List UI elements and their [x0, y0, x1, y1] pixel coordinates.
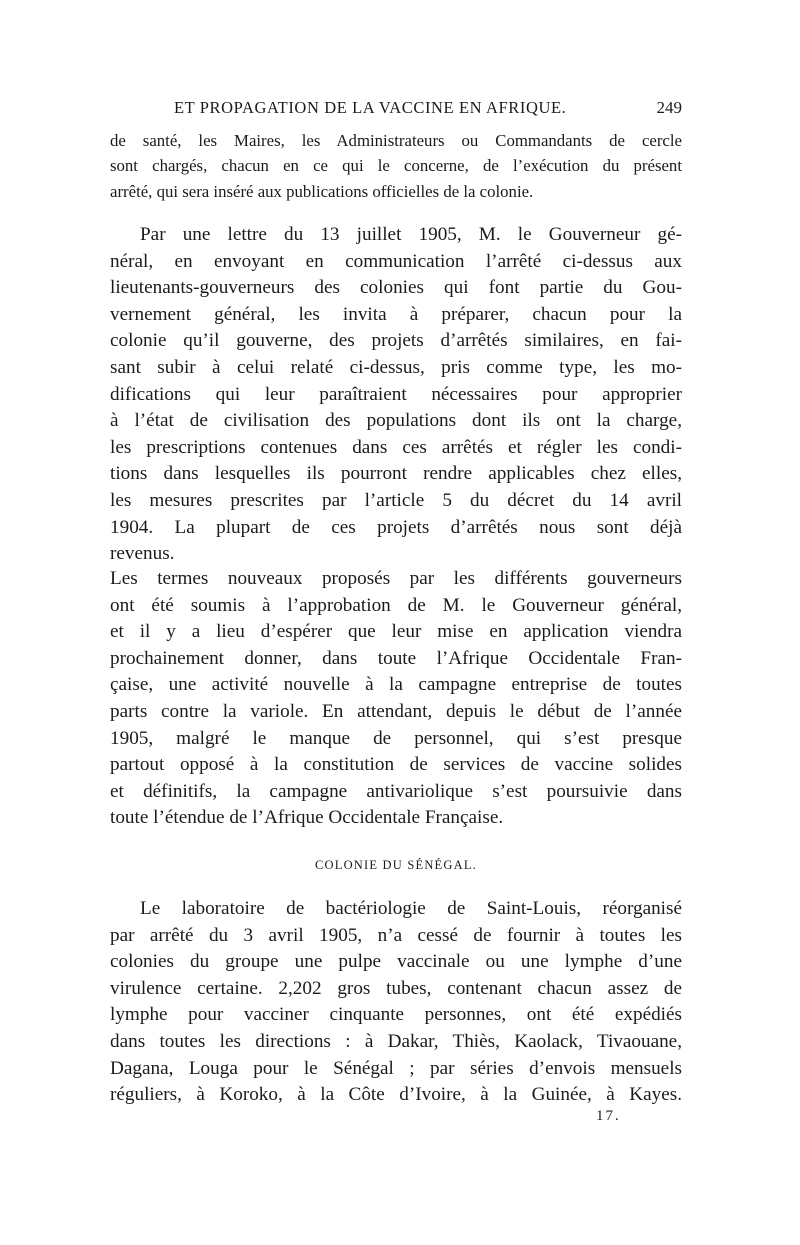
text-line: prochainement donner, dans toute l’Afrique Occidentale Fran- [110, 647, 682, 669]
text-line: dans toutes les directions : à Dakar, Thiès, Kaolack, Tivaouane, [110, 1030, 682, 1052]
text-line: vernement général, les invita à préparer, chacun pour la [110, 303, 682, 325]
text-line: lymphe pour vacciner cinquante personnes, ont été expédiés [110, 1004, 682, 1026]
text-line: virulence certaine. 2,202 gros tubes, contenant chacun assez de [110, 977, 682, 999]
text-line: arrêté, qui sera inséré aux publications officielles de la colonie. [110, 181, 534, 201]
text-line: Les termes nouveaux proposés par les différents gouverneurs [110, 568, 682, 589]
section-heading: COLONIE DU SÉNÉGAL. [314, 858, 478, 872]
text-line: sont chargés, chacun en ce qui le concerne, de l’exécution du présent [110, 156, 682, 176]
text-line: difications qui leur paraîtraient nécessaires pour approprier [110, 383, 682, 405]
text-line: revenus. [110, 543, 175, 565]
text-line: çaise, une activité nouvelle à la campagne entreprise de toutes [110, 674, 682, 696]
text-line: ont été soumis à l’approbation de M. le Gouverneur général, [110, 594, 682, 616]
text-line: colonie qu’il gouverne, des projets d’arrêtés similaires, en fai- [110, 330, 682, 352]
paragraph-new-terms [110, 566, 682, 832]
running-header [110, 98, 682, 122]
text-line: de santé, les Maires, les Administrateurs ou Commandants de cercle [110, 131, 682, 150]
text-line: lieutenants-gouverneurs des colonies qui font partie du Gou- [110, 277, 682, 299]
text-line: tions dans lesquelles ils pourront rendre applicables chez elles, [110, 463, 682, 485]
text-line: les mesures prescrites par l’article 5 du décret du 14 avril [110, 489, 682, 511]
text-line: toute l’étendue de l’Afrique Occidentale Française. [110, 807, 504, 829]
text-line: par arrêté du 3 avril 1905, n’a cessé de fournir à toutes les [110, 924, 682, 946]
text-line: Dagana, Louga pour le Sénégal ; par séries d’envois mensuels [110, 1057, 682, 1079]
running-title: ET PROPAGATION DE LA VACCINE EN AFRIQUE. [174, 98, 567, 117]
paragraph-decree-continuation [110, 128, 682, 204]
text-line: partout opposé à la constitution de services de vaccine solides [110, 754, 682, 776]
text-line: sant subir à celui relaté ci-dessus, pris comme type, les mo- [110, 356, 682, 378]
text-line: Par une lettre du 13 juillet 1905, M. le Gouverneur gé- [140, 224, 682, 245]
text-line: colonies du groupe une pulpe vaccinale ou une lymphe d’une [110, 951, 682, 973]
text-line: à l’état de civilisation des populations dont ils ont la charge, [110, 410, 682, 432]
paragraph-governor-letter [110, 222, 682, 568]
text-line: et il y a lieu d’espérer que leur mise en application viendra [110, 621, 682, 643]
text-line: parts contre la variole. En attendant, depuis le début de l’année [110, 700, 682, 722]
text-line: les prescriptions contenues dans ces arrêtés et régler les condi- [110, 436, 682, 458]
text-line: 1904. La plupart de ces projets d’arrêtés nous sont déjà [110, 516, 682, 538]
text-line: néral, en envoyant en communication l’arrêté ci-dessus aux [110, 250, 682, 272]
book-page [110, 0, 682, 1245]
page-number: 249 [656, 98, 682, 117]
text-line: et définitifs, la campagne antivariolique s’est poursuivie dans [110, 780, 682, 802]
text-line: Le laboratoire de bactériologie de Saint-Louis, réorganisé [140, 898, 682, 919]
text-line: 1905, malgré le manque de personnel, qui s’est presque [110, 727, 682, 749]
signature-mark: 17. [596, 1108, 621, 1124]
text-line: réguliers, à Koroko, à la Côte d’Ivoire, à la Guinée, à Kayes. [110, 1084, 682, 1106]
paragraph-laboratory [110, 896, 682, 1109]
